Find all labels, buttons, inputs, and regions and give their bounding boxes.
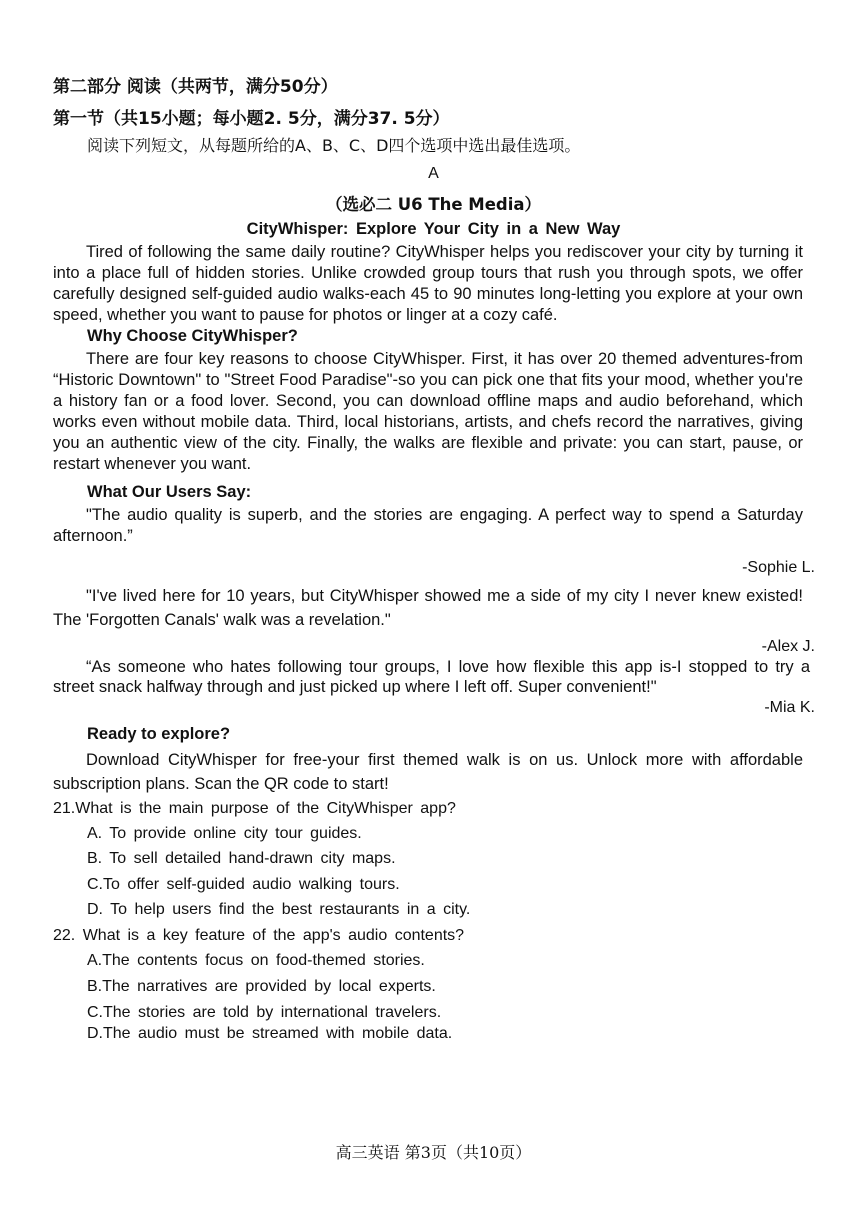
quote-alex: "I've lived here for 10 years, but CityWhisper showed me a side of my city I never knew existed! The 'Forgotten Canals' walk was a revelation." (53, 587, 803, 629)
signature-mia: -Mia K. (764, 699, 815, 716)
why-heading: Why Choose CityWhisper? (87, 327, 298, 345)
question-21-stem: 21.What is the main purpose of the CityWhisper app? (53, 800, 456, 817)
quote-mia: “As someone who hates following tour groups, I love how flexible this app is-I stopped to try a street snack halfway through and just picked up where I left off. Super convenient!" (53, 658, 810, 696)
passage-tag: （选必二 U6 The Media） (325, 195, 541, 214)
question-22-option-a: A.The contents focus on food-themed stories. (87, 952, 425, 969)
question-21-option-b: B. To sell detailed hand-drawn city maps. (87, 850, 396, 867)
question-21-option-d: D. To help users find the best restaurants in a city. (87, 901, 471, 918)
paragraph-intro: Tired of following the same daily routine? CityWhisper helps you rediscover your city by turning it into a place full of hidden stories. Unlike crowded group tours that rush you through spots, we offer carefully designed self-guided audio walks-each 45 to 90 minutes long-letting you explore at your own speed, whether you want to pause for photos or linger at a cozy café. (53, 243, 803, 324)
quote-sophie: "The audio quality is superb, and the stories are engaging. A perfect way to spend a Saturday afternoon.” (53, 506, 803, 545)
question-22-option-b: B.The narratives are provided by local experts. (87, 978, 436, 995)
question-21-option-a: A. To provide online city tour guides. (87, 825, 362, 842)
section-title: 第二部分 阅读（共两节，满分50分） (53, 77, 338, 97)
passage-letter: A (428, 165, 439, 182)
users-heading: What Our Users Say: (87, 483, 252, 501)
question-22-stem: 22. What is a key feature of the app's audio contents? (53, 927, 465, 944)
passage-title: CityWhisper: Explore Your City in a New Way (246, 220, 621, 238)
question-22-option-d: D.The audio must be streamed with mobile data. (87, 1025, 453, 1042)
signature-alex: -Alex J. (761, 638, 815, 655)
paragraph-reasons: There are four key reasons to choose CityWhisper. First, it has over 20 themed adventures-from “Historic Downtown" to "Street Food Paradise"-so you can pick one that fits your mood, whether you're a history fan or a food lover. Second, you can download offline maps and audio beforehand, which works even without mobile data. Third, local historians, artists, and chefs record the narratives, giving you an authentic view of the city. Finally, the walks are flexible and private: you can start, pause, or restart whenever you want. (53, 350, 803, 473)
ready-heading: Ready to explore? (87, 725, 231, 743)
subsection-title: 第一节（共15小题；每小题2. 5分，满分37. 5分） (53, 109, 450, 129)
paragraph-download: Download CityWhisper for free-your first themed walk is on us. Unlock more with affordable subscription plans. Scan the QR code to start! (53, 751, 803, 793)
signature-sophie: -Sophie L. (742, 559, 815, 576)
question-21-option-c: C.To offer self-guided audio walking tours. (87, 876, 400, 893)
question-22-option-c: C.The stories are told by international travelers. (87, 1004, 442, 1021)
instruction: 阅读下列短文，从每题所给的A、B、C、D四个选项中选出最佳选项。 (87, 136, 581, 155)
page-footer: 高三英语 第3页（共10页） (335, 1143, 532, 1162)
